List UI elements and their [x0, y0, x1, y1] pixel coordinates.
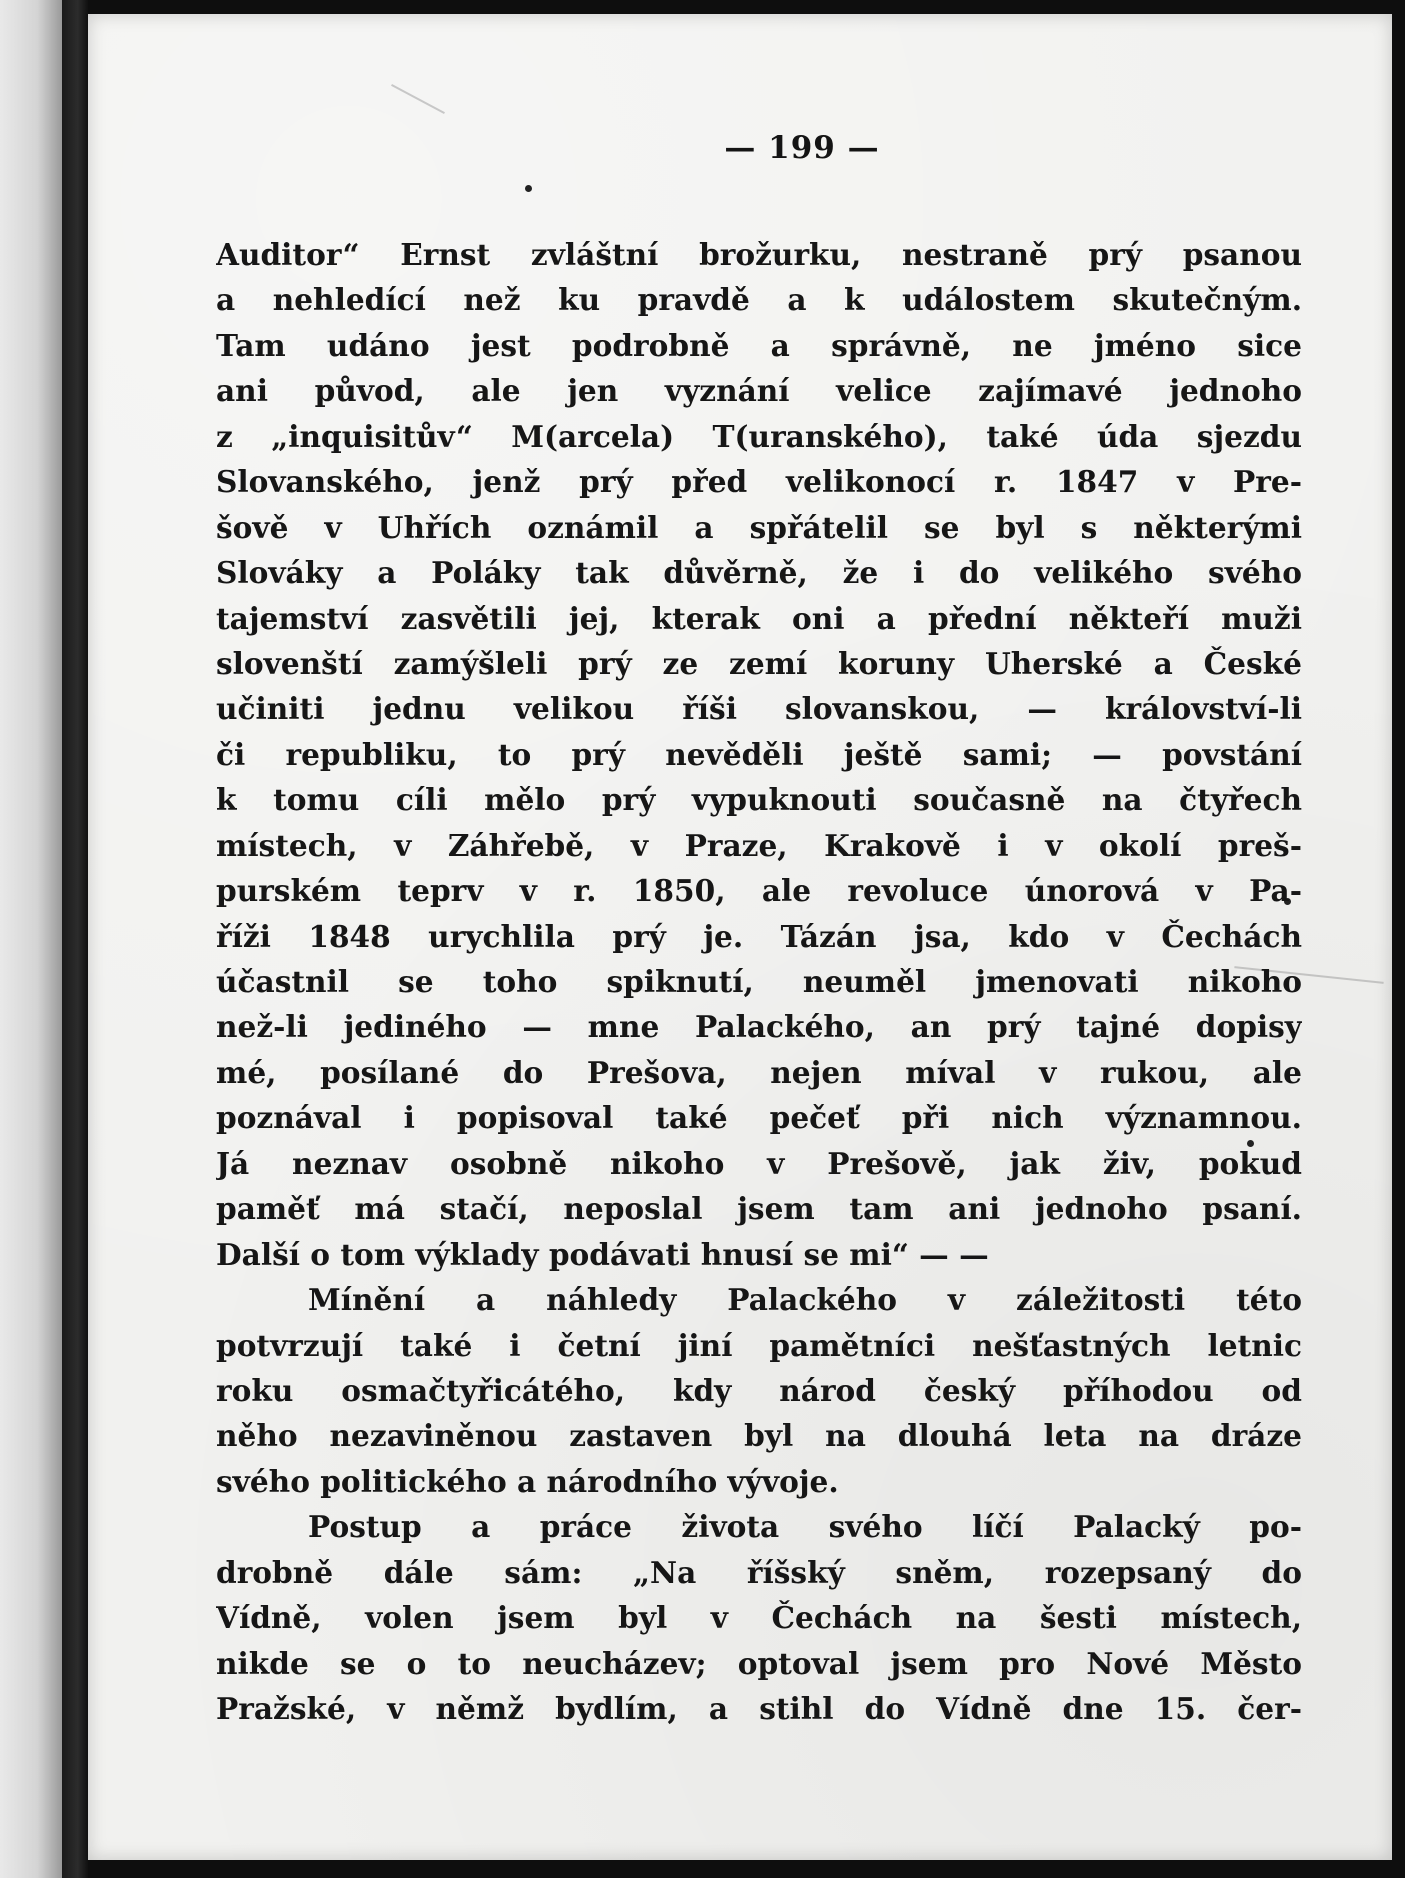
text-line: potvrzují také i četní jiní pamětníci nešťastných letnic	[216, 1327, 1302, 1363]
text-line: drobně dále sám: „Na říšský sněm, rozepsaný do	[216, 1554, 1302, 1590]
text-line: poznával i popisoval také pečeť při nich významnou.	[216, 1100, 1302, 1136]
page-scratch	[391, 84, 445, 114]
text-line: Já neznav osobně nikoho v Prešově, jak živ, pokud	[216, 1145, 1302, 1181]
text-line: šově v Uhřích oznámil a spřátelil se byl s některými	[216, 509, 1302, 545]
text-line: Postup a práce života svého líčí Palacký po-	[308, 1509, 1302, 1545]
text-line: nikde se o to neucházev; optoval jsem pro Nové Město	[216, 1645, 1302, 1681]
text-line: Pražské, v němž bydlím, a stihl do Vídně dne 15. čer-	[216, 1691, 1302, 1726]
text-line: mé, posílané do Prešova, nejen míval v rukou, ale	[216, 1054, 1302, 1090]
text-line: něho nezaviněnou zastaven byl na dlouhá leta na dráze	[216, 1418, 1302, 1454]
text-line: roku osmačtyřicátého, kdy národ český příhodou od	[216, 1372, 1302, 1408]
text-line: či republiku, to prý nevěděli ještě sami; — povstání	[216, 736, 1302, 772]
book-gutter-shadow	[62, 0, 88, 1878]
text-line: než-li jediného — mne Palackého, an prý tajné dopisy	[216, 1009, 1302, 1045]
text-line: Slováky a Poláky tak důvěrně, že i do velikého svého	[216, 555, 1302, 591]
text-line: učiniti jednu velikou říši slovanskou, — království-li	[216, 691, 1302, 727]
text-line: účastnil se toho spiknutí, neuměl jmenovati nikoho	[216, 964, 1302, 999]
text-line: Další o tom výklady podávati hnusí se mi“ — —	[216, 1236, 989, 1272]
text-line: paměť má stačí, neposlal jsem tam ani jednoho psaní.	[216, 1191, 1302, 1227]
text-line: Slovanského, jenž prý před velikonocí r. 1847 v Pre-	[216, 464, 1302, 500]
text-line: Vídně, volen jsem byl v Čechách na šesti místech,	[216, 1600, 1302, 1636]
page-number: — 199 —	[724, 130, 880, 166]
text-line: k tomu cíli mělo prý vypuknouti současně na čtyřech	[216, 782, 1302, 818]
text-line: z „inquisitův“ M(arcela) T(uranského), také úda sjezdu	[216, 418, 1302, 454]
book-page	[88, 14, 1392, 1860]
text-line: Auditor“ Ernst zvláštní brožurku, nestraně prý psanou	[216, 237, 1302, 272]
text-line: purském teprv v r. 1850, ale revoluce únorová v Pa-	[216, 873, 1302, 909]
text-line: slovenští zamýšleli prý ze zemí koruny Uherské a České	[216, 645, 1302, 681]
text-line: svého politického a národního vývoje.	[216, 1463, 839, 1499]
text-line: Tam udáno jest podrobně a správně, ne jméno sice	[216, 327, 1302, 363]
text-line: místech, v Záhřebě, v Praze, Krakově i v okolí preš-	[216, 827, 1302, 863]
text-line: tajemství zasvětili jej, kterak oni a přední někteří muži	[216, 600, 1302, 636]
text-line: říži 1848 urychlila prý je. Tázán jsa, kdo v Čechách	[216, 918, 1302, 954]
text-line: Mínění a náhledy Palackého v záležitosti této	[308, 1282, 1302, 1318]
print-speck	[525, 185, 532, 192]
text-line: a nehledící než ku pravdě a k událostem skutečným.	[216, 282, 1302, 318]
book-spine-edge	[0, 0, 62, 1878]
body-text	[216, 232, 1302, 1731]
text-line: ani původ, ale jen vyznání velice zajímavé jednoho	[216, 373, 1302, 409]
